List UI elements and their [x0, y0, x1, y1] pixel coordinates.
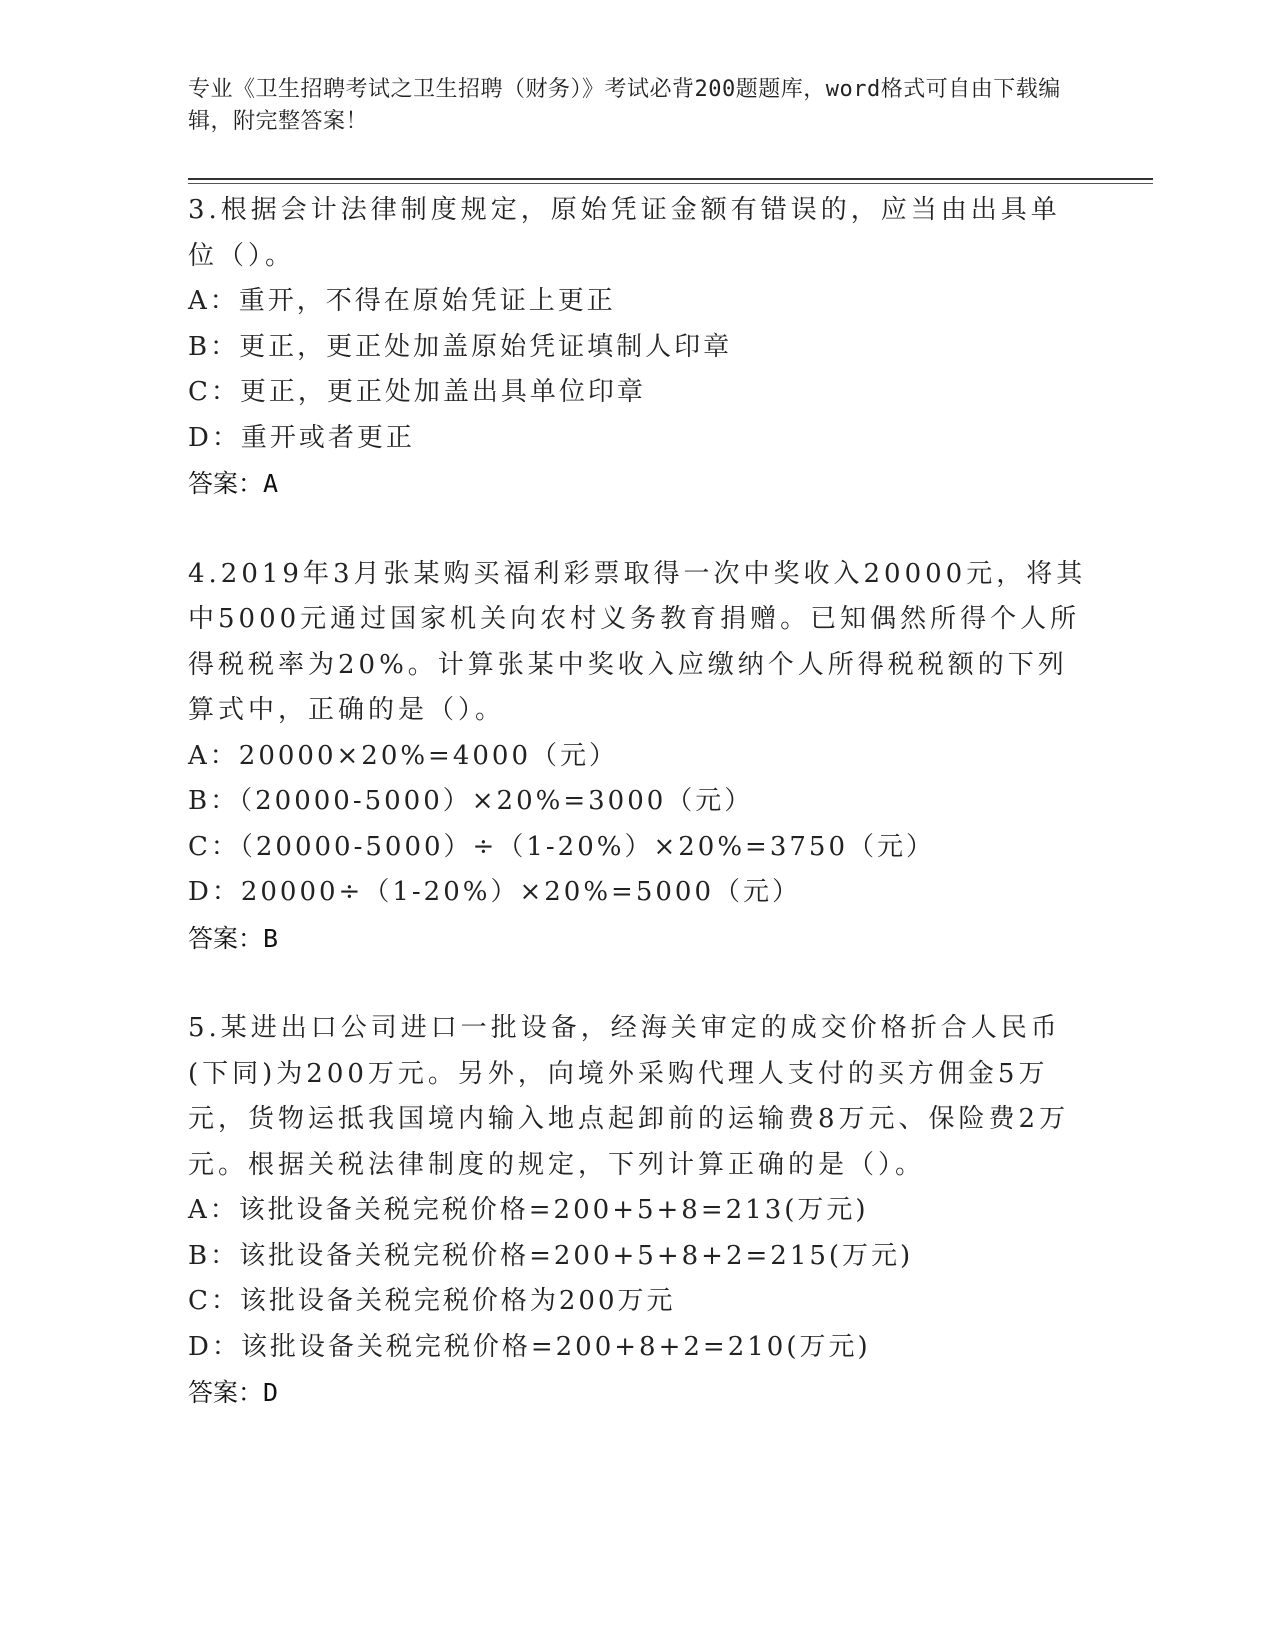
- question-5: [188, 1006, 1088, 1416]
- option-a: A：20000×20%=4000（元）: [188, 740, 619, 771]
- question-stem: 5.某进出口公司进口一批设备，经海关审定的成交价格折合人民币(下同)为200万元。另外，向境外采购代理人支付的买方佣金5万元，货物运抵我国境内输入地点起卸前的运输费8万元、保险费2万元。根据关税法律制度的规定，下列计算正确的是（）。: [188, 1013, 1070, 1180]
- option-c: C：（20000-5000）÷（1-20%）×20%=3750（元）: [188, 831, 935, 862]
- option-d: D：20000÷（1-20%）×20%=5000（元）: [188, 877, 801, 907]
- header-divider: [188, 178, 1153, 180]
- header-divider-thin: [188, 183, 1153, 184]
- answer: 答案：A: [188, 469, 279, 498]
- question-stem: 3.根据会计法律制度规定，原始凭证金额有错误的，应当由出具单位（）。: [188, 195, 1061, 271]
- option-d: D：重开或者更正: [188, 422, 415, 453]
- question-stem: 4.2019年3月张某购买福利彩票取得一次中奖收入20000元，将其中5000元通过国家机关向农村义务教育捐赠。已知偶然所得个人所得税税率为20%。计算张某中奖收入应缴纳个人所得税税额的下列算式中，正确的是（）。: [188, 558, 1087, 725]
- option-a: A：重开，不得在原始凭证上更正: [188, 286, 616, 316]
- document-header: 专业《卫生招聘考试之卫生招聘（财务）》考试必背200题题库，word格式可自由下载编辑，附完整答案！: [188, 77, 1061, 134]
- question-list: [188, 188, 1088, 1416]
- option-a: A：该批设备关税完税价格=200+5+8=213(万元): [188, 1195, 869, 1225]
- option-c: C：更正，更正处加盖出具单位印章: [188, 377, 646, 407]
- option-b: B：更正，更正处加盖原始凭证填制人印章: [188, 331, 733, 362]
- question-3: [188, 188, 1088, 507]
- option-b: B：该批设备关税完税价格=200+5+8+2=215(万元): [188, 1240, 914, 1271]
- question-4: [188, 552, 1088, 962]
- option-b: B：（20000-5000）×20%=3000（元）: [188, 786, 754, 816]
- answer: 答案：D: [188, 1378, 279, 1407]
- answer: 答案：B: [188, 923, 279, 953]
- option-c: C：该批设备关税完税价格为200万元: [188, 1286, 676, 1316]
- option-d: D：该批设备关税完税价格=200+8+2=210(万元): [188, 1331, 871, 1362]
